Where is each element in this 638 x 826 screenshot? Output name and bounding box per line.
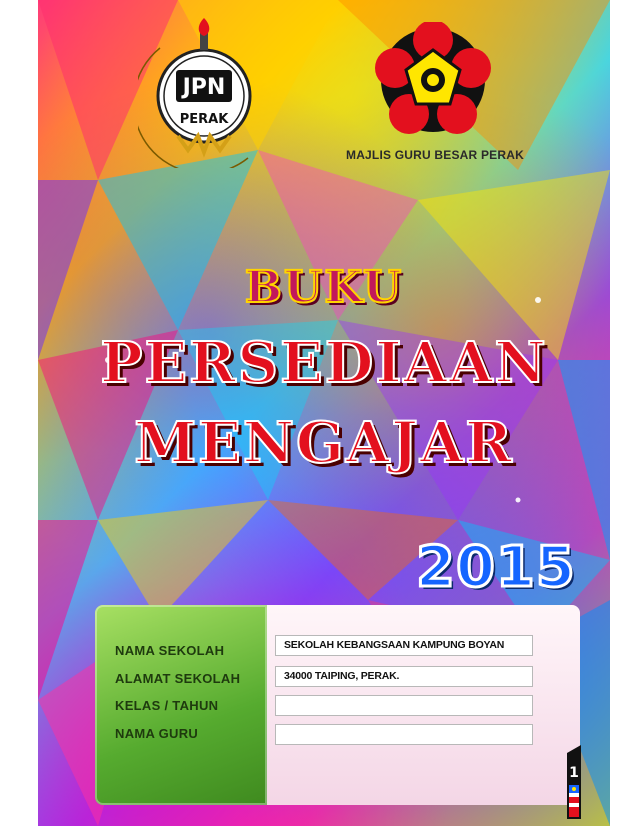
nama-guru-field[interactable] <box>275 724 533 745</box>
kelas-tahun-field[interactable] <box>275 695 533 716</box>
badge-number: 1 <box>569 765 579 781</box>
nama-sekolah-field[interactable]: SEKOLAH KEBANGSAAN KAMPUNG BOYAN <box>275 635 533 656</box>
majlis-guru-besar-emblem-icon <box>368 22 498 137</box>
form-value-panel <box>267 605 580 805</box>
label-kelas-tahun: KELAS / TAHUN <box>115 698 219 713</box>
jpn-state-label: PERAK <box>179 112 229 127</box>
1malaysia-logo-icon <box>553 745 595 825</box>
majlis-guru-besar-caption: MAJLIS GURU BESAR PERAK <box>346 148 524 162</box>
title-line-3: MENGAJAR <box>134 410 514 476</box>
alamat-sekolah-field[interactable]: 34000 TAIPING, PERAK. <box>275 666 533 687</box>
year-label: 2015 <box>416 535 576 600</box>
book-cover <box>38 0 610 826</box>
title-line-2: PERSEDIAAN <box>100 330 548 396</box>
label-nama-guru: NAMA GURU <box>115 726 199 741</box>
jpn-initials: JPN <box>182 75 226 100</box>
label-alamat-sekolah: ALAMAT SEKOLAH <box>115 671 241 686</box>
form-label-panel <box>95 605 267 805</box>
jpn-perak-crest-icon <box>138 18 270 168</box>
label-nama-sekolah: NAMA SEKOLAH <box>115 643 225 658</box>
title-line-1: BUKU <box>244 262 404 313</box>
